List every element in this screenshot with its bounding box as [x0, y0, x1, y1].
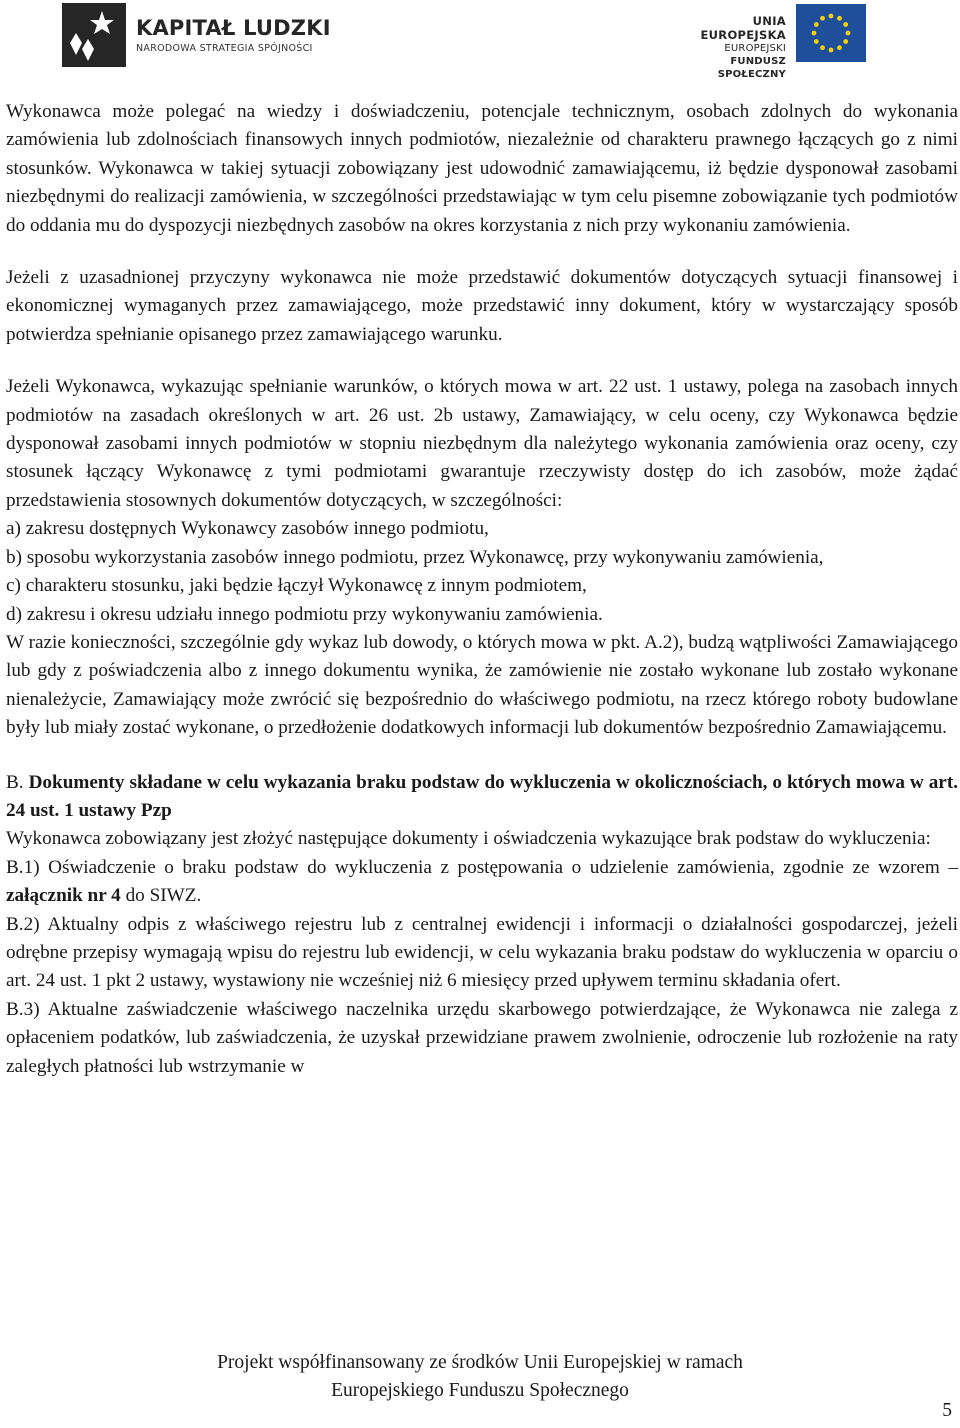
item-b3: B.3) Aktualne zaświadczenie właściwego naczelnika urzędu skarbowego potwierdzające, że Wykonawca nie zalega z opłaceniem podatków, lub zaświadczenia, że uzyskał przewidziane prawem zwolnienie, odroczenie lub rozłożenie na raty zaległych płatności lub wstrzymanie w	[6, 998, 958, 1077]
document-body	[6, 98, 958, 1081]
logo-title: KAPITAŁ LUDZKI	[136, 15, 331, 40]
list-item-a: a) zakresu dostępnych Wykonawcy zasobów innego podmiotu,	[6, 518, 489, 540]
footer	[0, 1349, 960, 1405]
list-item-c: c) charakteru stosunku, jaki będzie łączył Wykonawcę z innym podmiotem,	[6, 575, 587, 597]
section-b-heading	[6, 769, 958, 826]
page-number: 5	[942, 1400, 952, 1421]
section-b-label: B.	[6, 771, 24, 793]
kapital-ludzki-mark-icon	[62, 3, 126, 67]
list-item-d: d) zakresu i okresu udziału innego podmiotu przy wykonywaniu zamówienia.	[6, 603, 603, 625]
eu-line1: EUROPEJSKI	[724, 43, 786, 54]
paragraph-financial: Jeżeli z uzasadnionej przyczyny wykonawca nie może przedstawić dokumentów dotyczących sytuacji finansowej i ekonomicznej wymaganych przez zamawiającego, może przedstawić inny dokument, który w wystarczający sposób potwierdza spełnianie opisanego przez zamawiającego warunku.	[6, 267, 958, 345]
item-b1-attachment: załącznik nr 4	[6, 885, 121, 907]
logo-subtitle: NARODOWA STRATEGIA SPÓJNOŚCI	[136, 42, 313, 54]
paragraph-other-entities: Jeżeli Wykonawca, wykazując spełnianie warunków, o których mowa w art. 22 ust. 1 ustawy, polega na zasobach innych podmiotów na zasadach określonych w art. 26 ust. 2b ustawy, Zamawiający, w celu oceny, czy Wykonawca będzie dysponował zasobami innych podmiotów w stopniu niezbędnym dla należytego wykonania zamówienia oraz oceny, czy stosunek łączący Wykonawcę z tymi podmiotami gwarantuje rzeczywisty dostęp do ich zasobów, może żądać przedstawienia stosownych dokumentów dotyczących, w szczególności:	[6, 376, 958, 511]
item-b1	[6, 854, 958, 911]
eu-title: UNIA EUROPEJSKA	[700, 14, 786, 42]
section-b-title: Dokumenty składane w celu wykazania braku podstaw do wykluczenia w okolicznościach, o których mowa w art. 24 ust. 1 ustawy Pzp	[6, 771, 959, 821]
footer-line1: Projekt współfinansowany ze środków Unii Europejskiej w ramach	[217, 1352, 743, 1373]
item-b1-end: do SIWZ.	[120, 885, 202, 907]
list-item-b: b) sposobu wykorzystania zasobów innego podmiotu, przez Wykonawcę, przy wykonywaniu zamówienia,	[6, 546, 824, 568]
eu-flag-icon	[796, 4, 866, 62]
footer-line2: Europejskiego Funduszu Społecznego	[331, 1380, 629, 1401]
paragraph-obligation: Wykonawca zobowiązany jest złożyć następujące dokumenty i oświadczenia wykazujące brak podstaw do wykluczenia:	[6, 828, 931, 850]
eu-line2: FUNDUSZ SPOŁECZNY	[717, 56, 786, 80]
paragraph-resources: Wykonawca może polegać na wiedzy i doświadczeniu, potencjale technicznym, osobach zdolnych do wykonania zamówienia lub zdolnościach finansowych innych podmiotów, niezależnie od charakteru prawnego łączących go z nimi stosunków. Wykonawca w takiej sytuacji zobowiązany jest udowodnić zamawiającemu, iż będzie dysponował zasobami niezbędnymi do realizacji zamówienia, w szczególności przedstawiając w tym celu pisemne zobowiązanie tych podmiotów do oddania mu do dyspozycji niezbędnych zasobów na okres korzystania z nich przy wykonaniu zamówienia.	[6, 101, 958, 236]
paragraph-verification: W razie konieczności, szczególnie gdy wykaz lub dowody, o których mowa w pkt. A.2), budzą wątpliwości Zamawiającego lub gdy z poświadczenia albo z innego dokumentu wynika, że zamówienie nie zostało wykonane lub zostało wykonane nienależycie, Zamawiający może zwrócić się bezpośrednio do właściwego podmiotu, na rzecz którego roboty budowlane były lub miały zostać wykonane, o przedłożenie dodatkowych informacji lub dokumentów bezpośrednio Zamawiającemu.	[6, 631, 958, 739]
item-b1-text: B.1) Oświadczenie o braku podstaw do wykluczenia z postępowania o udzielenie zamówienia, zgodnie ze wzorem –	[6, 856, 958, 878]
item-b2: B.2) Aktualny odpis z właściwego rejestru lub z centralnej ewidencji i informacji o działalności gospodarczej, jeżeli odrębne przepisy wymagają wpisu do rejestru lub ewidencji, w celu wykazania braku podstaw do wykluczenia w oparciu o art. 24 ust. 1 pkt 2 ustawy, wystawiony nie wcześniej niż 6 miesięcy przed upływem terminu składania ofert.	[6, 913, 958, 992]
eu-logo-text	[668, 14, 786, 81]
kapital-ludzki-logo	[62, 2, 331, 68]
